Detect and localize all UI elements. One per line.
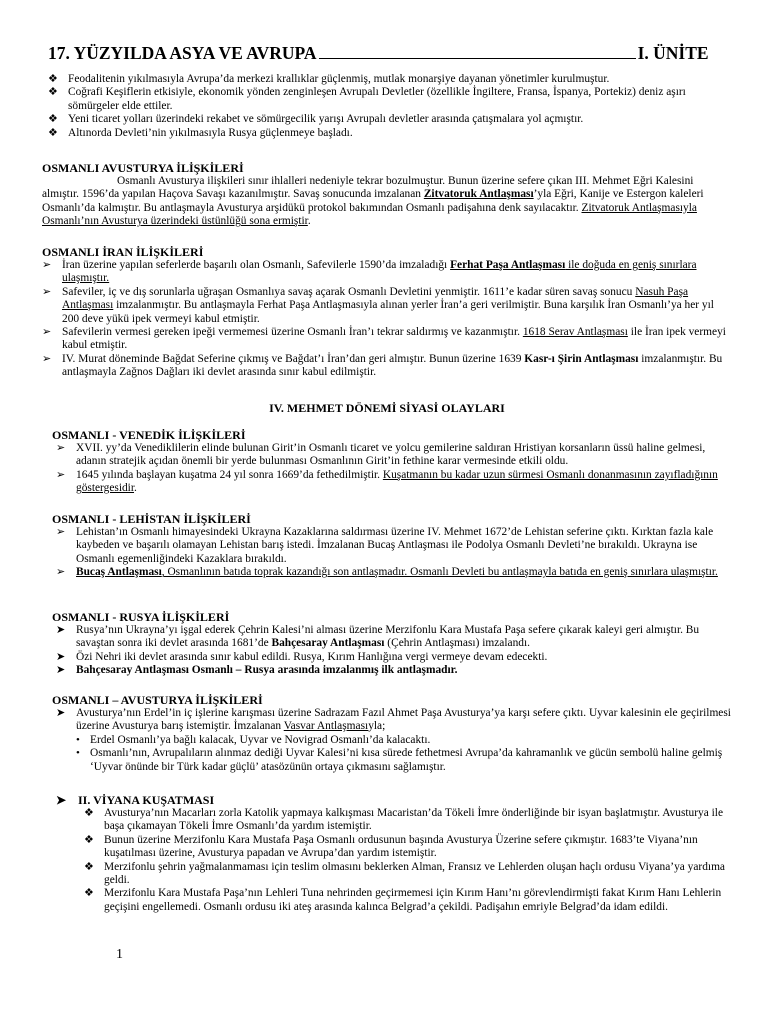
list-item: ❖ Merzifonlu şehrin yağmalanmaması için teslim olmasını beklerken Alman, Fransız ve Lehlerden oluşan haçlı ordusu Viyana’ya yardıma geldi. (84, 860, 725, 887)
list-item: ❖ Merzifonlu Kara Mustafa Paşa’nın Lehleri Tuna nehrinden geçirmemesi için Kırım Hanı’nı görevlendirmişti fakat Kırım Hanı Lehlerin geçişini engellemedi. Osmanlı ordusu iki ateş arasında kalınca Belgrad’a çekildi. Padişahın emriyle Belgrad’da idam edildi. (84, 887, 722, 913)
arrow-bullet-icon: ➤ (56, 793, 67, 807)
list-item: ➢ Bucaş Antlaşması, Osmanlının batıda toprak kazandığı son antlaşmadır. Osmanlı Devleti bu antlaşmayla batıda en geniş sınırlara ulaşmıştır. (56, 566, 718, 579)
paragraph: Osmanlı Avusturya ilişkileri sınır ihlalleri nedeniyle tekrar bozulmuştur. Bunun üzerine sefere çıkan III. Mehmet Eğri Kalesini almıştır. 1596’da yapılan Haçova Savaşı kazanılmıştır. Savaş sonucunda imzalanan Zitvatoruk Antlaşması’yla Eğri, Kanije ve Estergon kaleleri Osmanlı’da kalmıştır. Bu antlaşmayla Avusturya arşidükü protokol bakımından Osmanlı padişahına denk sayılacaktır. Zitvatoruk Antlaşmasıyla Osmanlı’nın Avusturya üzerindeki üstünlüğü sona ermiştir. (42, 175, 704, 228)
diamond-bullet-icon: ❖ (48, 73, 58, 85)
arrow-bullet-icon: ➤ (56, 664, 66, 677)
diamond-bullet-icon: ❖ (84, 887, 94, 900)
section-heading: ➤ II. VİYANA KUŞATMASI (56, 793, 215, 807)
dot-bullet-icon: • (76, 747, 80, 760)
page-number: 1 (116, 947, 123, 962)
arrow-bullet-icon: ➢ (56, 526, 66, 538)
arrow-bullet-icon: ➢ (42, 259, 52, 271)
arrow-bullet-icon: ➤ (56, 707, 66, 719)
list-item: ➢ XVII. yy’da Venediklilerin elinde bulunan Girit’in Osmanlı ticaret ve yolcu gemilerine saldıran Hristiyan korsanların üssü haline gelmesi, adanın stratejik açıdan önemli bir yerde bulunması Osmanlının Girit’in fethine karar vermesinde etkili oldu. (56, 442, 706, 468)
rusya-section (52, 610, 732, 678)
section-heading: OSMANLI - LEHİSTAN İLİŞKİLERİ (52, 512, 251, 526)
list-item: ❖ Avusturya’nın Macarları zorla Katolik yapmaya kalkışması Macaristan’da Tökeli İmre önderliğinde bir isyan başlatmıştır. Avusturya ile başa çıkamayan Tökeli İmre Osmanlı’da yardım istemiştir. (84, 807, 724, 833)
list-item: ❖ Altınorda Devleti’nin yıkılmasıyla Rusya güçlenmeye başladı. (48, 126, 353, 139)
section-heading-centered: IV. MEHMET DÖNEMİ SİYASİ OLAYLARI (269, 401, 505, 415)
list-item: ➤ Bahçesaray Antlaşması Osmanlı – Rusya arasında imzalanmış ilk antlaşmadır. (56, 664, 458, 677)
arrow-bullet-icon: ➢ (56, 442, 66, 454)
arrow-bullet-icon: ➤ (56, 624, 66, 636)
diamond-bullet-icon: ❖ (48, 113, 58, 126)
dot-bullet-icon: • (76, 733, 80, 746)
unit-label: I. ÜNİTE (637, 43, 709, 63)
list-item: ❖ Yeni ticaret yolları üzerindeki rekabet ve sömürgecilik yarışı Avrupalı devletler arasında çatışmalara yol açmıştır. (48, 113, 584, 126)
page-title (48, 42, 732, 64)
list-item: ➤ Özi Nehri iki devlet arasında sınır kabul edildi. Rusya, Kırım Hanlığına vergi vermeye devam edecekti. (56, 650, 548, 663)
list-item: ➢ İran üzerine yapılan seferlerde başarılı olan Osmanlı, Safevilerle 1590’da imzaladığı Ferhat Paşa Antlaşması ile doğuda en geniş sınırlara ulaşmıştır. (42, 259, 697, 285)
viyana-section (52, 793, 732, 914)
section-heading: OSMANLI - RUSYA İLİŞKİLERİ (52, 610, 230, 624)
list-item: ➢ Safeviler, iç ve dış sorunlarla uğraşan Osmanlıya savaş açarak Osmanlı Devletini yenmiştir. 1611’e kadar süren savaş sonucu Nasuh Paşa Antlaşması imzalanmıştır. Bu antlaşmayla Ferhat Paşa Antlaşmasıyla alınan yerler İran’a geri verilmiştir. Buna karşılık İran Osmanlı’ya her yıl 200 deve yükü ipek vermeyi kabul etmiştir. (42, 285, 714, 325)
arrow-bullet-icon: ➢ (56, 566, 66, 579)
sub-list-item: • Osmanlı’nın, Avrupalıların alınmaz dediği Uyvar Kalesi’ni kısa sürede fethetmesi Avrupa’da kahramanlık ve gücün sembolü haline gelmiş ‘Uyvar önünde bir Türk kadar güçlü’ atasözünün ortaya çıkmasını sağlamıştır. (76, 747, 723, 773)
section-heading: OSMANLI - VENEDİK İLİŞKİLERİ (52, 428, 246, 442)
diamond-bullet-icon: ❖ (48, 126, 58, 139)
title-text: 17. YÜZYILDA ASYA VE AVRUPA (48, 43, 317, 63)
arrow-bullet-icon: ➢ (42, 352, 52, 365)
intro-section (48, 73, 728, 140)
list-item: ➢ Lehistan’ın Osmanlı himayesindeki Ukrayna Kazaklarına saldırması üzerine IV. Mehmet 1672’de Lehistan seferine çıktı. Kırktan fazla kale kaybeden ve başarılı olamayan Lehistan barış istedi. İmzalanan Bucaş Antlaşması ile Podolya Osmanlı Devleti’ne bırakıldı. Ukrayna ise Osmanlı egemenliğindeki Kazaklara bırakıldı. (56, 526, 714, 565)
section-heading: OSMANLI İRAN İLİŞKİLERİ (42, 245, 204, 259)
list-item: ➤ Rusya’nın Ukrayna’yı işgal ederek Çehrin Kalesi’ni alması üzerine Merzifonlu Kara Mustafa Paşa sefere çıkarak kaleyi geri almıştır. Bu savaştan sonra iki devlet arasında 1681’de Bahçesaray Antlaşması (Çehrin Antlaşması) imzalandı. (56, 624, 700, 650)
list-item: ➤ Avusturya’nın Erdel’in iç işlerine karışması üzerine Sadrazam Fazıl Ahmet Paşa Avusturya’ya karşı sefere çıktı. Uyvar kalesinin ele geçirilmesi üzerine Avusturya barış istemiştir. İmzalanan Vasvar Antlaşmasıyla; (56, 707, 731, 733)
sub-list-item: • Erdel Osmanlı’ya bağlı kalacak, Uyvar ve Novigrad Osmanlı’da kalacaktı. (76, 733, 431, 746)
avusturya-section (42, 161, 732, 229)
list-item: ❖ Feodalitenin yıkılmasıyla Avrupa’da merkezi krallıklar güçlenmiş, mutlak monarşiye dayanan yönetimler kurulmuştur. (48, 73, 610, 85)
lehistan-section (52, 512, 732, 580)
list-item: ➢ 1645 yılında başlayan kuşatma 24 yıl sonra 1669’da fethedilmiştir. Kuşatmanın bu kadar uzun sürmesi Osmanlı donanmasının zayıfladığının göstergesidir. (56, 468, 718, 495)
title-rule (319, 44, 636, 59)
list-item: ➢ IV. Murat döneminde Bağdat Seferine çıkmış ve Bağdat’ı İran’dan geri almıştır. Bunun üzerine 1639 Kasr-ı Şirin Antlaşması imzalanmıştır. Bu antlaşmayla Zağnos Dağları iki devlet arasında sınır kabul edilmiştir. (42, 352, 723, 379)
list-item: ❖ Coğrafi Keşiflerin etkisiyle, ekonomik yönden zenginleşen Avrupalı Devletler (özellikle İngiltere, Fransa, İspanya, Portekiz) deniz aşırı sömürgeler elde ettiler. (48, 86, 686, 112)
diamond-bullet-icon: ❖ (84, 833, 94, 846)
section-heading: OSMANLI – AVUSTURYA İLİŞKİLERİ (52, 693, 263, 707)
venedik-section (52, 428, 732, 496)
iran-section (42, 245, 732, 380)
arrow-bullet-icon: ➢ (42, 285, 52, 298)
section-heading: OSMANLI AVUSTURYA İLİŞKİLERİ (42, 161, 244, 175)
arrow-bullet-icon: ➢ (56, 468, 66, 481)
list-item: ➢ Safevilerin vermesi gereken ipeği vermemesi üzerine Osmanlı İran’ı tekrar saldırmış ve kazanmıştır. 1618 Serav Antlaşması ile İran ipek vermeyi kabul etmiştir. (42, 326, 726, 352)
list-item: ❖ Bunun üzerine Merzifonlu Kara Mustafa Paşa Osmanlı ordusunun başında Avusturya Üzerine sefere çıkmıştır. 1683’te Viyana’nın kuşatılması üzerine, Avusturya papadan ve Avrupa’dan yardım istemiştir. (84, 833, 698, 860)
arrow-bullet-icon: ➤ (56, 650, 66, 663)
diamond-bullet-icon: ❖ (84, 860, 94, 873)
diamond-bullet-icon: ❖ (48, 86, 58, 99)
arrow-bullet-icon: ➢ (42, 326, 52, 339)
avusturya2-section (52, 693, 732, 774)
diamond-bullet-icon: ❖ (84, 807, 94, 819)
